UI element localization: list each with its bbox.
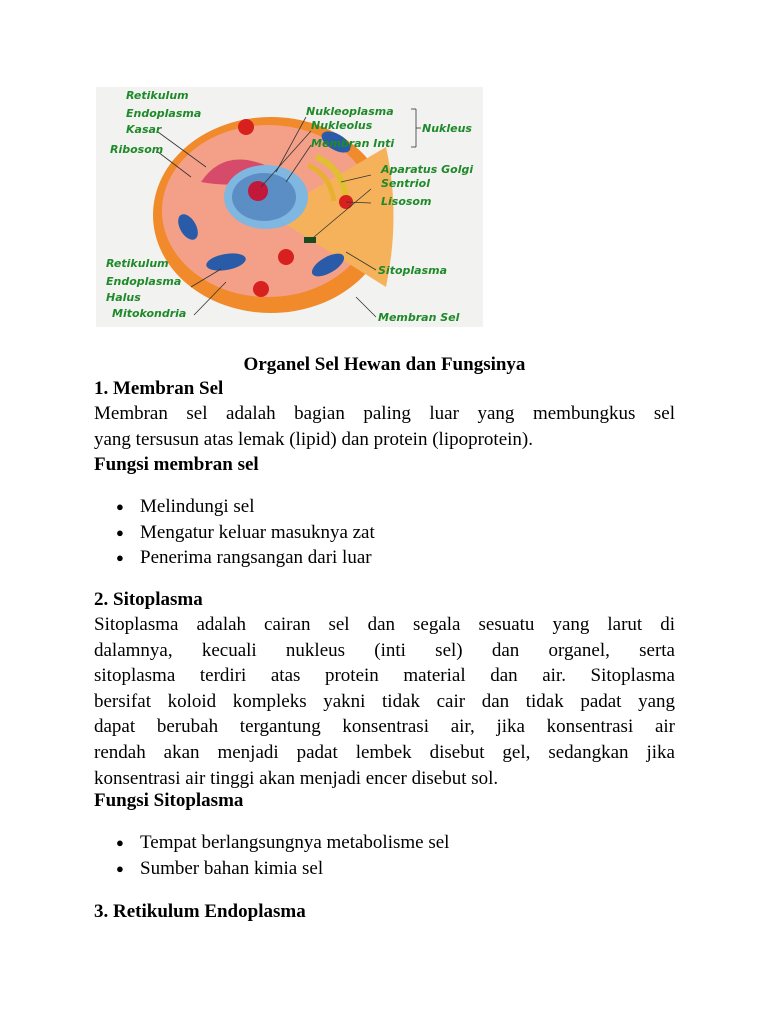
paragraph-line: yang tersusun atas lemak (lipid) dan protein (lipoprotein).: [94, 428, 533, 450]
bullet-icon: ●: [116, 499, 124, 514]
paragraph-line: bersifat koloid kompleks yakni tidak cair dan tidak padat yang: [94, 690, 675, 712]
lysosome-shape-2: [278, 249, 294, 265]
label-lisosom: Lisosom: [381, 195, 432, 208]
list-item-text: Mengatur keluar masuknya zat: [140, 521, 375, 543]
list-item: [94, 856, 449, 882]
function-list-sitoplasma: [94, 830, 449, 881]
list-item: [94, 545, 375, 571]
paragraph-line: Membran sel adalah bagian paling luar yang membungkus sel: [94, 403, 675, 424]
document-title: Organel Sel Hewan dan Fungsinya: [243, 354, 526, 375]
label-sitoplasma: Sitoplasma: [378, 264, 448, 277]
list-item-text: Melindungi sel: [140, 496, 255, 517]
function-list-membran-sel: [94, 494, 375, 571]
label-re-halus-1: Retikulum: [106, 257, 169, 270]
label-nukleolus: Nukleolus: [311, 119, 373, 132]
nucleolus-shape: [248, 181, 268, 201]
label-membran-sel: Membran Sel: [378, 311, 460, 324]
section-heading-retikulum-endoplasma: 3. Retikulum Endoplasma: [94, 901, 306, 922]
list-item-text: Sumber bahan kimia sel: [140, 857, 324, 879]
label-ribosom: Ribosom: [110, 143, 164, 156]
paragraph-line: dapat berubah tergantung konsentrasi air, jika konsentrasi air: [94, 716, 675, 738]
paragraph-line: konsentrasi air tinggi akan menjadi encer disebut sol.: [94, 767, 499, 789]
label-mitokondria: Mitokondria: [112, 307, 187, 320]
centriole-shape: [304, 237, 316, 243]
list-item-text: Tempat berlangsungnya metabolisme sel: [140, 832, 450, 853]
section-heading-sitoplasma: 2. Sitoplasma: [94, 589, 203, 610]
section-heading-membran-sel: 1. Membran Sel: [94, 378, 224, 399]
list-item: [94, 520, 375, 546]
label-re-halus-3: Halus: [106, 291, 141, 304]
list-item: [94, 830, 449, 856]
label-aparatus-golgi: Aparatus Golgi: [381, 163, 474, 176]
bullet-icon: ●: [116, 860, 124, 876]
bullet-icon: ●: [116, 835, 124, 850]
function-heading-sitoplasma: Fungsi Sitoplasma: [94, 790, 244, 811]
list-item-text: Penerima rangsangan dari luar: [140, 547, 372, 569]
lysosome-shape-3: [253, 281, 269, 297]
bullet-icon: ●: [116, 524, 124, 540]
label-re-halus-2: Endoplasma: [106, 275, 182, 288]
paragraph-line: dalamnya, kecuali nukleus (inti sel) dan organel, serta: [94, 639, 675, 661]
label-nukleoplasma: Nukleoplasma: [306, 105, 394, 118]
list-item: [94, 494, 375, 520]
label-re-kasar-3: Kasar: [126, 123, 162, 136]
paragraph-line: rendah akan menjadi padat lembek disebut gel, sedangkan jika: [94, 741, 675, 763]
bullet-icon: ●: [116, 550, 124, 566]
label-re-kasar-1: Retikulum: [126, 89, 189, 102]
section-paragraph-sitoplasma: [94, 612, 675, 791]
section-paragraph-membran-sel: [94, 401, 675, 452]
label-membran-inti: Membran Inti: [311, 137, 395, 150]
label-re-kasar-2: Endoplasma: [126, 107, 202, 120]
paragraph-line: Sitoplasma adalah cairan sel dan segala sesuatu yang larut di: [94, 614, 675, 635]
lysosome-shape-1: [238, 119, 254, 135]
label-sentriol: Sentriol: [381, 177, 430, 190]
animal-cell-figure: [96, 87, 483, 327]
function-heading-membran-sel: Fungsi membran sel: [94, 454, 259, 475]
cell-diagram: [96, 87, 483, 327]
paragraph-line: sitoplasma terdiri atas protein material dan air. Sitoplasma: [94, 665, 675, 687]
label-nukleus: Nukleus: [422, 122, 472, 135]
